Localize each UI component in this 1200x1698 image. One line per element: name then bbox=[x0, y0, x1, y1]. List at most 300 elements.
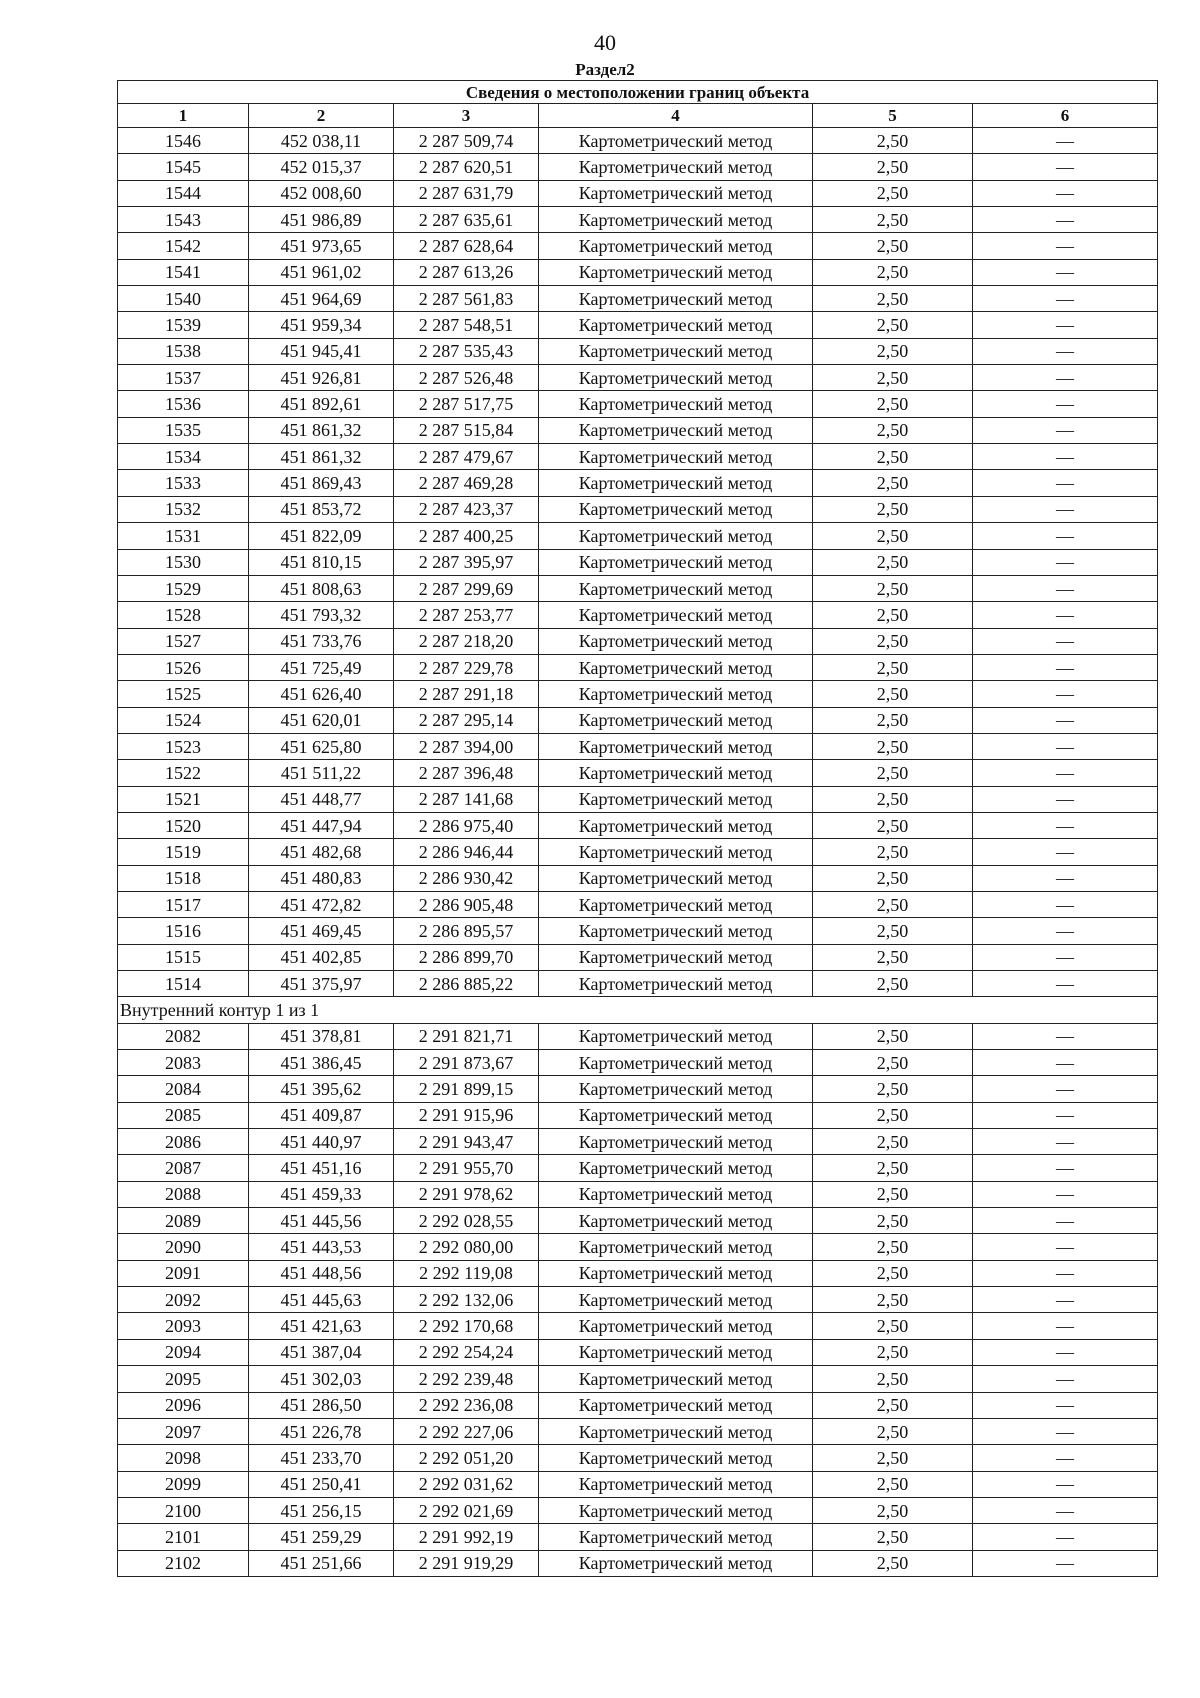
y-coordinate-cell: 2 286 975,40 bbox=[394, 812, 539, 838]
table-row bbox=[118, 154, 1158, 180]
y-coordinate-cell: 2 287 295,14 bbox=[394, 707, 539, 733]
x-coordinate-cell: 451 469,45 bbox=[249, 918, 394, 944]
point-number-cell: 1538 bbox=[118, 338, 249, 364]
table-row bbox=[118, 1181, 1158, 1207]
table-row bbox=[118, 1471, 1158, 1497]
description-cell: — bbox=[973, 839, 1158, 865]
method-cell: Картометрический метод bbox=[539, 180, 813, 206]
table-row bbox=[118, 944, 1158, 970]
description-cell: — bbox=[973, 1287, 1158, 1313]
accuracy-cell: 2,50 bbox=[813, 865, 973, 891]
point-number-cell: 2097 bbox=[118, 1418, 249, 1444]
table-row bbox=[118, 918, 1158, 944]
accuracy-cell: 2,50 bbox=[813, 760, 973, 786]
x-coordinate-cell: 451 443,53 bbox=[249, 1234, 394, 1260]
description-cell: — bbox=[973, 312, 1158, 338]
column-number: 5 bbox=[813, 104, 973, 128]
accuracy-cell: 2,50 bbox=[813, 180, 973, 206]
description-cell: — bbox=[973, 1234, 1158, 1260]
method-cell: Картометрический метод bbox=[539, 1260, 813, 1286]
table-row bbox=[118, 207, 1158, 233]
y-coordinate-cell: 2 292 021,69 bbox=[394, 1497, 539, 1523]
y-coordinate-cell: 2 292 254,24 bbox=[394, 1339, 539, 1365]
x-coordinate-cell: 451 395,62 bbox=[249, 1076, 394, 1102]
method-cell: Картометрический метод bbox=[539, 891, 813, 917]
accuracy-cell: 2,50 bbox=[813, 1102, 973, 1128]
description-cell: — bbox=[973, 365, 1158, 391]
table-row bbox=[118, 1313, 1158, 1339]
table-row bbox=[118, 839, 1158, 865]
x-coordinate-cell: 451 808,63 bbox=[249, 575, 394, 601]
description-cell: — bbox=[973, 1445, 1158, 1471]
point-number-cell: 1532 bbox=[118, 496, 249, 522]
method-cell: Картометрический метод bbox=[539, 839, 813, 865]
table-row bbox=[118, 1234, 1158, 1260]
accuracy-cell: 2,50 bbox=[813, 839, 973, 865]
table-row bbox=[118, 496, 1158, 522]
y-coordinate-cell: 2 292 031,62 bbox=[394, 1471, 539, 1497]
accuracy-cell: 2,50 bbox=[813, 444, 973, 470]
point-number-cell: 1542 bbox=[118, 233, 249, 259]
y-coordinate-cell: 2 292 028,55 bbox=[394, 1208, 539, 1234]
y-coordinate-cell: 2 287 548,51 bbox=[394, 312, 539, 338]
table-row bbox=[118, 1339, 1158, 1365]
x-coordinate-cell: 452 008,60 bbox=[249, 180, 394, 206]
x-coordinate-cell: 451 853,72 bbox=[249, 496, 394, 522]
description-cell: — bbox=[973, 1208, 1158, 1234]
accuracy-cell: 2,50 bbox=[813, 602, 973, 628]
method-cell: Картометрический метод bbox=[539, 1181, 813, 1207]
point-number-cell: 1515 bbox=[118, 944, 249, 970]
table-caption-row bbox=[118, 81, 1158, 104]
y-coordinate-cell: 2 287 141,68 bbox=[394, 786, 539, 812]
method-cell: Картометрический метод bbox=[539, 286, 813, 312]
point-number-cell: 1520 bbox=[118, 812, 249, 838]
x-coordinate-cell: 451 869,43 bbox=[249, 470, 394, 496]
accuracy-cell: 2,50 bbox=[813, 1050, 973, 1076]
table-row bbox=[118, 971, 1158, 997]
x-coordinate-cell: 451 448,56 bbox=[249, 1260, 394, 1286]
table-row bbox=[118, 1076, 1158, 1102]
y-coordinate-cell: 2 286 905,48 bbox=[394, 891, 539, 917]
accuracy-cell: 2,50 bbox=[813, 1129, 973, 1155]
description-cell: — bbox=[973, 1313, 1158, 1339]
table-row bbox=[118, 1155, 1158, 1181]
point-number-cell: 1540 bbox=[118, 286, 249, 312]
point-number-cell: 1541 bbox=[118, 259, 249, 285]
table-row bbox=[118, 1260, 1158, 1286]
accuracy-cell: 2,50 bbox=[813, 575, 973, 601]
description-cell: — bbox=[973, 207, 1158, 233]
method-cell: Картометрический метод bbox=[539, 733, 813, 759]
accuracy-cell: 2,50 bbox=[813, 1366, 973, 1392]
y-coordinate-cell: 2 287 631,79 bbox=[394, 180, 539, 206]
table-row bbox=[118, 1023, 1158, 1049]
table-row bbox=[118, 1392, 1158, 1418]
point-number-cell: 2100 bbox=[118, 1497, 249, 1523]
method-cell: Картометрический метод bbox=[539, 1155, 813, 1181]
x-coordinate-cell: 451 482,68 bbox=[249, 839, 394, 865]
y-coordinate-cell: 2 287 469,28 bbox=[394, 470, 539, 496]
accuracy-cell: 2,50 bbox=[813, 233, 973, 259]
x-coordinate-cell: 451 810,15 bbox=[249, 549, 394, 575]
description-cell: — bbox=[973, 444, 1158, 470]
x-coordinate-cell: 451 986,89 bbox=[249, 207, 394, 233]
method-cell: Картометрический метод bbox=[539, 628, 813, 654]
point-number-cell: 1518 bbox=[118, 865, 249, 891]
method-cell: Картометрический метод bbox=[539, 523, 813, 549]
table-row bbox=[118, 259, 1158, 285]
x-coordinate-cell: 451 445,56 bbox=[249, 1208, 394, 1234]
accuracy-cell: 2,50 bbox=[813, 1392, 973, 1418]
method-cell: Картометрический метод bbox=[539, 575, 813, 601]
accuracy-cell: 2,50 bbox=[813, 1287, 973, 1313]
point-number-cell: 2084 bbox=[118, 1076, 249, 1102]
description-cell: — bbox=[973, 1050, 1158, 1076]
section-title: Раздел2 bbox=[575, 60, 635, 79]
accuracy-cell: 2,50 bbox=[813, 470, 973, 496]
method-cell: Картометрический метод bbox=[539, 1445, 813, 1471]
x-coordinate-cell: 451 926,81 bbox=[249, 365, 394, 391]
y-coordinate-cell: 2 286 946,44 bbox=[394, 839, 539, 865]
table-row bbox=[118, 338, 1158, 364]
description-cell: — bbox=[973, 417, 1158, 443]
x-coordinate-cell: 451 375,97 bbox=[249, 971, 394, 997]
y-coordinate-cell: 2 287 635,61 bbox=[394, 207, 539, 233]
x-coordinate-cell: 451 945,41 bbox=[249, 338, 394, 364]
method-cell: Картометрический метод bbox=[539, 259, 813, 285]
y-coordinate-cell: 2 287 509,74 bbox=[394, 128, 539, 154]
y-coordinate-cell: 2 287 517,75 bbox=[394, 391, 539, 417]
table-row bbox=[118, 1550, 1158, 1576]
table-row bbox=[118, 865, 1158, 891]
method-cell: Картометрический метод bbox=[539, 391, 813, 417]
method-cell: Картометрический метод bbox=[539, 154, 813, 180]
accuracy-cell: 2,50 bbox=[813, 654, 973, 680]
x-coordinate-cell: 451 725,49 bbox=[249, 654, 394, 680]
accuracy-cell: 2,50 bbox=[813, 496, 973, 522]
y-coordinate-cell: 2 286 885,22 bbox=[394, 971, 539, 997]
table-row bbox=[118, 1497, 1158, 1523]
y-coordinate-cell: 2 287 613,26 bbox=[394, 259, 539, 285]
x-coordinate-cell: 451 402,85 bbox=[249, 944, 394, 970]
accuracy-cell: 2,50 bbox=[813, 1076, 973, 1102]
point-number-cell: 1516 bbox=[118, 918, 249, 944]
table-row bbox=[118, 549, 1158, 575]
point-number-cell: 2092 bbox=[118, 1287, 249, 1313]
x-coordinate-cell: 451 409,87 bbox=[249, 1102, 394, 1128]
method-cell: Картометрический метод bbox=[539, 496, 813, 522]
accuracy-cell: 2,50 bbox=[813, 154, 973, 180]
point-number-cell: 2098 bbox=[118, 1445, 249, 1471]
accuracy-cell: 2,50 bbox=[813, 1418, 973, 1444]
y-coordinate-cell: 2 286 899,70 bbox=[394, 944, 539, 970]
accuracy-cell: 2,50 bbox=[813, 944, 973, 970]
accuracy-cell: 2,50 bbox=[813, 1524, 973, 1550]
accuracy-cell: 2,50 bbox=[813, 259, 973, 285]
x-coordinate-cell: 451 964,69 bbox=[249, 286, 394, 312]
method-cell: Картометрический метод bbox=[539, 1129, 813, 1155]
y-coordinate-cell: 2 292 227,06 bbox=[394, 1418, 539, 1444]
method-cell: Картометрический метод bbox=[539, 760, 813, 786]
table-row bbox=[118, 786, 1158, 812]
accuracy-cell: 2,50 bbox=[813, 417, 973, 443]
table-row bbox=[118, 1366, 1158, 1392]
accuracy-cell: 2,50 bbox=[813, 971, 973, 997]
point-number-cell: 2088 bbox=[118, 1181, 249, 1207]
table-row bbox=[118, 575, 1158, 601]
point-number-cell: 2087 bbox=[118, 1155, 249, 1181]
y-coordinate-cell: 2 291 992,19 bbox=[394, 1524, 539, 1550]
x-coordinate-cell: 451 445,63 bbox=[249, 1287, 394, 1313]
table-row bbox=[118, 733, 1158, 759]
x-coordinate-cell: 451 626,40 bbox=[249, 681, 394, 707]
column-number: 1 bbox=[118, 104, 249, 128]
y-coordinate-cell: 2 287 620,51 bbox=[394, 154, 539, 180]
table-row bbox=[118, 707, 1158, 733]
table-row bbox=[118, 1287, 1158, 1313]
y-coordinate-cell: 2 286 895,57 bbox=[394, 918, 539, 944]
accuracy-cell: 2,50 bbox=[813, 1313, 973, 1339]
x-coordinate-cell: 451 447,94 bbox=[249, 812, 394, 838]
point-number-cell: 1543 bbox=[118, 207, 249, 233]
description-cell: — bbox=[973, 154, 1158, 180]
accuracy-cell: 2,50 bbox=[813, 1181, 973, 1207]
x-coordinate-cell: 451 822,09 bbox=[249, 523, 394, 549]
accuracy-cell: 2,50 bbox=[813, 786, 973, 812]
accuracy-cell: 2,50 bbox=[813, 1550, 973, 1576]
description-cell: — bbox=[973, 1129, 1158, 1155]
point-number-cell: 1521 bbox=[118, 786, 249, 812]
method-cell: Картометрический метод bbox=[539, 470, 813, 496]
method-cell: Картометрический метод bbox=[539, 1287, 813, 1313]
y-coordinate-cell: 2 292 236,08 bbox=[394, 1392, 539, 1418]
table-row bbox=[118, 286, 1158, 312]
method-cell: Картометрический метод bbox=[539, 338, 813, 364]
description-cell: — bbox=[973, 180, 1158, 206]
inner-contour-row bbox=[118, 997, 1158, 1023]
x-coordinate-cell: 451 378,81 bbox=[249, 1023, 394, 1049]
table-body bbox=[118, 128, 1158, 1577]
method-cell: Картометрический метод bbox=[539, 654, 813, 680]
point-number-cell: 1514 bbox=[118, 971, 249, 997]
description-cell: — bbox=[973, 707, 1158, 733]
y-coordinate-cell: 2 287 535,43 bbox=[394, 338, 539, 364]
x-coordinate-cell: 451 459,33 bbox=[249, 1181, 394, 1207]
column-number: 4 bbox=[539, 104, 813, 128]
description-cell: — bbox=[973, 259, 1158, 285]
y-coordinate-cell: 2 287 299,69 bbox=[394, 575, 539, 601]
point-number-cell: 2090 bbox=[118, 1234, 249, 1260]
y-coordinate-cell: 2 292 119,08 bbox=[394, 1260, 539, 1286]
accuracy-cell: 2,50 bbox=[813, 391, 973, 417]
description-cell: — bbox=[973, 1260, 1158, 1286]
y-coordinate-cell: 2 287 253,77 bbox=[394, 602, 539, 628]
description-cell: — bbox=[973, 1339, 1158, 1365]
y-coordinate-cell: 2 292 239,48 bbox=[394, 1366, 539, 1392]
y-coordinate-cell: 2 291 915,96 bbox=[394, 1102, 539, 1128]
method-cell: Картометрический метод bbox=[539, 812, 813, 838]
accuracy-cell: 2,50 bbox=[813, 286, 973, 312]
accuracy-cell: 2,50 bbox=[813, 523, 973, 549]
method-cell: Картометрический метод bbox=[539, 944, 813, 970]
y-coordinate-cell: 2 292 080,00 bbox=[394, 1234, 539, 1260]
point-number-cell: 1531 bbox=[118, 523, 249, 549]
y-coordinate-cell: 2 291 899,15 bbox=[394, 1076, 539, 1102]
description-cell: — bbox=[973, 1524, 1158, 1550]
point-number-cell: 2091 bbox=[118, 1260, 249, 1286]
method-cell: Картометрический метод bbox=[539, 602, 813, 628]
boundary-coordinates-table bbox=[117, 80, 1158, 1577]
method-cell: Картометрический метод bbox=[539, 312, 813, 338]
point-number-cell: 1533 bbox=[118, 470, 249, 496]
accuracy-cell: 2,50 bbox=[813, 707, 973, 733]
accuracy-cell: 2,50 bbox=[813, 1339, 973, 1365]
accuracy-cell: 2,50 bbox=[813, 681, 973, 707]
point-number-cell: 2093 bbox=[118, 1313, 249, 1339]
description-cell: — bbox=[973, 654, 1158, 680]
x-coordinate-cell: 451 386,45 bbox=[249, 1050, 394, 1076]
method-cell: Картометрический метод bbox=[539, 417, 813, 443]
point-number-cell: 1519 bbox=[118, 839, 249, 865]
y-coordinate-cell: 2 292 170,68 bbox=[394, 1313, 539, 1339]
table-row bbox=[118, 1050, 1158, 1076]
method-cell: Картометрический метод bbox=[539, 128, 813, 154]
y-coordinate-cell: 2 292 132,06 bbox=[394, 1287, 539, 1313]
x-coordinate-cell: 451 480,83 bbox=[249, 865, 394, 891]
y-coordinate-cell: 2 287 479,67 bbox=[394, 444, 539, 470]
accuracy-cell: 2,50 bbox=[813, 1208, 973, 1234]
table-row bbox=[118, 891, 1158, 917]
point-number-cell: 2089 bbox=[118, 1208, 249, 1234]
description-cell: — bbox=[973, 1181, 1158, 1207]
y-coordinate-cell: 2 291 955,70 bbox=[394, 1155, 539, 1181]
y-coordinate-cell: 2 287 394,00 bbox=[394, 733, 539, 759]
point-number-cell: 1528 bbox=[118, 602, 249, 628]
method-cell: Картометрический метод bbox=[539, 207, 813, 233]
method-cell: Картометрический метод bbox=[539, 1023, 813, 1049]
accuracy-cell: 2,50 bbox=[813, 733, 973, 759]
description-cell: — bbox=[973, 602, 1158, 628]
table-row bbox=[118, 523, 1158, 549]
point-number-cell: 1534 bbox=[118, 444, 249, 470]
x-coordinate-cell: 451 861,32 bbox=[249, 417, 394, 443]
method-cell: Картометрический метод bbox=[539, 865, 813, 891]
table-row bbox=[118, 1129, 1158, 1155]
method-cell: Картометрический метод bbox=[539, 786, 813, 812]
point-number-cell: 1546 bbox=[118, 128, 249, 154]
x-coordinate-cell: 451 793,32 bbox=[249, 602, 394, 628]
description-cell: — bbox=[973, 523, 1158, 549]
point-number-cell: 1530 bbox=[118, 549, 249, 575]
method-cell: Картометрический метод bbox=[539, 1208, 813, 1234]
table-row bbox=[118, 681, 1158, 707]
x-coordinate-cell: 451 892,61 bbox=[249, 391, 394, 417]
description-cell: — bbox=[973, 470, 1158, 496]
point-number-cell: 1544 bbox=[118, 180, 249, 206]
method-cell: Картометрический метод bbox=[539, 549, 813, 575]
y-coordinate-cell: 2 291 978,62 bbox=[394, 1181, 539, 1207]
description-cell: — bbox=[973, 1076, 1158, 1102]
point-number-cell: 1535 bbox=[118, 417, 249, 443]
x-coordinate-cell: 451 440,97 bbox=[249, 1129, 394, 1155]
description-cell: — bbox=[973, 1497, 1158, 1523]
method-cell: Картометрический метод bbox=[539, 1313, 813, 1339]
x-coordinate-cell: 451 961,02 bbox=[249, 259, 394, 285]
x-coordinate-cell: 451 233,70 bbox=[249, 1445, 394, 1471]
description-cell: — bbox=[973, 338, 1158, 364]
y-coordinate-cell: 2 287 396,48 bbox=[394, 760, 539, 786]
method-cell: Картометрический метод bbox=[539, 1524, 813, 1550]
y-coordinate-cell: 2 286 930,42 bbox=[394, 865, 539, 891]
x-coordinate-cell: 451 256,15 bbox=[249, 1497, 394, 1523]
table-row bbox=[118, 1524, 1158, 1550]
x-coordinate-cell: 451 625,80 bbox=[249, 733, 394, 759]
description-cell: — bbox=[973, 391, 1158, 417]
description-cell: — bbox=[973, 1392, 1158, 1418]
description-cell: — bbox=[973, 1550, 1158, 1576]
table-row bbox=[118, 180, 1158, 206]
accuracy-cell: 2,50 bbox=[813, 1234, 973, 1260]
method-cell: Картометрический метод bbox=[539, 1050, 813, 1076]
point-number-cell: 1517 bbox=[118, 891, 249, 917]
column-number: 6 bbox=[973, 104, 1158, 128]
description-cell: — bbox=[973, 1023, 1158, 1049]
description-cell: — bbox=[973, 1471, 1158, 1497]
y-coordinate-cell: 2 287 291,18 bbox=[394, 681, 539, 707]
table-row bbox=[118, 365, 1158, 391]
description-cell: — bbox=[973, 1102, 1158, 1128]
accuracy-cell: 2,50 bbox=[813, 549, 973, 575]
y-coordinate-cell: 2 287 628,64 bbox=[394, 233, 539, 259]
point-number-cell: 2095 bbox=[118, 1366, 249, 1392]
description-cell: — bbox=[973, 549, 1158, 575]
x-coordinate-cell: 451 302,03 bbox=[249, 1366, 394, 1392]
accuracy-cell: 2,50 bbox=[813, 1155, 973, 1181]
point-number-cell: 2096 bbox=[118, 1392, 249, 1418]
inner-contour-label: Внутренний контур 1 из 1 bbox=[118, 997, 1158, 1023]
table-row bbox=[118, 812, 1158, 838]
x-coordinate-cell: 451 250,41 bbox=[249, 1471, 394, 1497]
point-number-cell: 1537 bbox=[118, 365, 249, 391]
point-number-cell: 1527 bbox=[118, 628, 249, 654]
table-row bbox=[118, 417, 1158, 443]
point-number-cell: 2101 bbox=[118, 1524, 249, 1550]
point-number-cell: 1526 bbox=[118, 654, 249, 680]
accuracy-cell: 2,50 bbox=[813, 1471, 973, 1497]
description-cell: — bbox=[973, 681, 1158, 707]
x-coordinate-cell: 451 973,65 bbox=[249, 233, 394, 259]
y-coordinate-cell: 2 287 423,37 bbox=[394, 496, 539, 522]
y-coordinate-cell: 2 287 218,20 bbox=[394, 628, 539, 654]
method-cell: Картометрический метод bbox=[539, 365, 813, 391]
table-row bbox=[118, 760, 1158, 786]
table-row bbox=[118, 602, 1158, 628]
table-caption: Сведения о местоположении границ объекта bbox=[118, 81, 1158, 104]
y-coordinate-cell: 2 287 526,48 bbox=[394, 365, 539, 391]
point-number-cell: 2102 bbox=[118, 1550, 249, 1576]
point-number-cell: 2099 bbox=[118, 1471, 249, 1497]
accuracy-cell: 2,50 bbox=[813, 1260, 973, 1286]
x-coordinate-cell: 452 015,37 bbox=[249, 154, 394, 180]
method-cell: Картометрический метод bbox=[539, 1366, 813, 1392]
accuracy-cell: 2,50 bbox=[813, 128, 973, 154]
description-cell: — bbox=[973, 496, 1158, 522]
description-cell: — bbox=[973, 760, 1158, 786]
table-row bbox=[118, 470, 1158, 496]
method-cell: Картометрический метод bbox=[539, 1392, 813, 1418]
method-cell: Картометрический метод bbox=[539, 707, 813, 733]
